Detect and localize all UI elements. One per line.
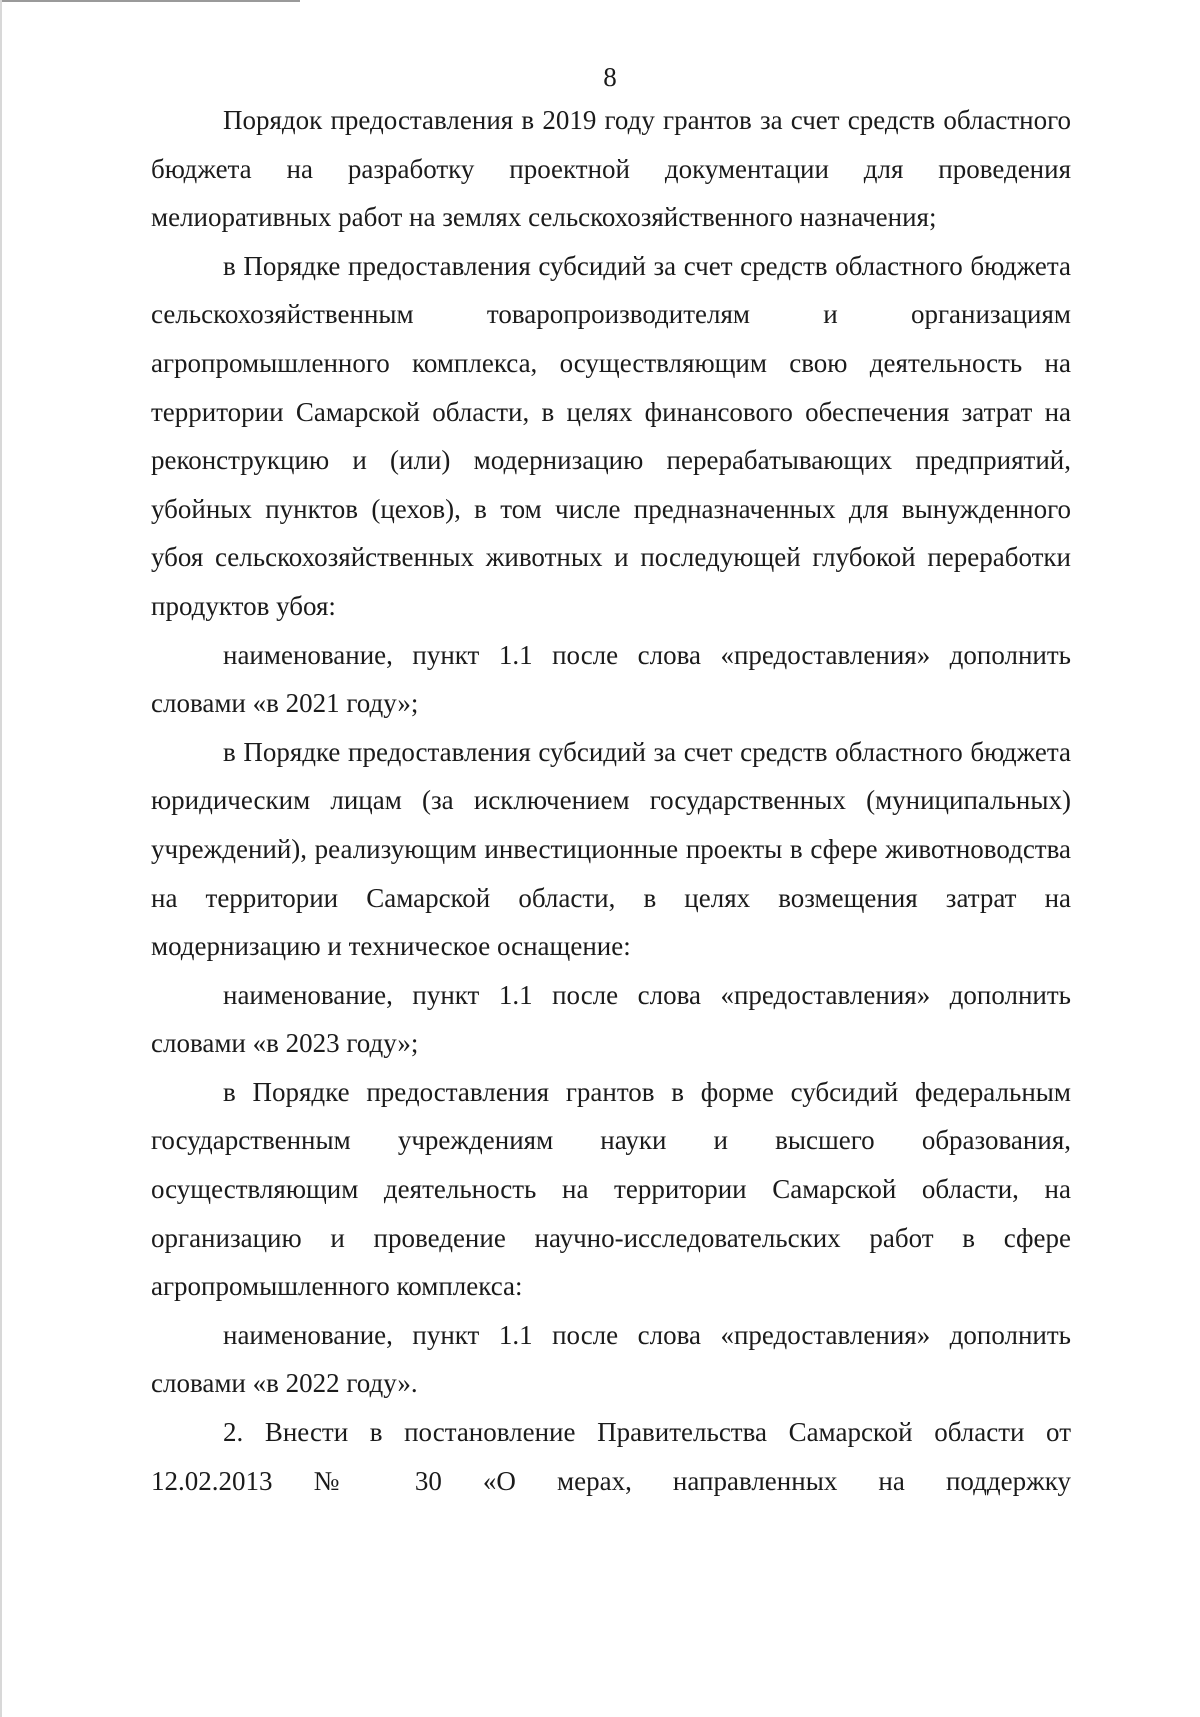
paragraph-subsidies-livestock: в Порядке предоставления субсидий за счет средств областного бюджета юридическим лицам (за исключением государственных (муниципальных) учреждений), реализующим инвестиционные проекты в сфере животноводства на территории Самарской области, в целях возмещения затрат на модернизацию и техническое оснащение: xyxy=(151,736,1071,962)
paragraph-subsidies-processing: в Порядке предоставления субсидий за счет средств областного бюджета сельскохозяйственным товаропроизводителям и организациям агропромышленного комплекса, осуществляющим свою деятельность на территории Самарской области, в целях финансового обеспечения затрат на реконструкцию и (или) модернизацию перерабатывающих предприятий, убойных пунктов (цехов), в том числе предназначенных для вынужденного убоя сельскохозяйственных животных и последующей глубокой переработки продуктов убоя: xyxy=(151,250,1071,621)
paragraph-amend-2021: наименование, пункт 1.1 после слова «предоставления» дополнить словами «в 2021 году»; xyxy=(151,639,1071,719)
document-body xyxy=(151,96,1071,1505)
paragraph-grants-science: в Порядке предоставления грантов в форме субсидий федеральным государственным учреждениям науки и высшего образования, осуществляющим деятельность на территории Самарской области, на организацию и проведение научно-исследовательских работ в сфере агропромышленного комплекса: xyxy=(151,1076,1071,1302)
page-number: 8 xyxy=(603,62,617,92)
scan-edge-left xyxy=(0,0,2,1717)
paragraph-item-2: 2. Внести в постановление Правительства Самарской области от 12.02.2013 № 30 «О мерах, направленных на поддержку xyxy=(151,1417,1071,1496)
paragraph-grants-2019: Порядок предоставления в 2019 году грантов за счет средств областного бюджета на разработку проектной документации для проведения мелиоративных работ на землях сельскохозяйственного назначения; xyxy=(151,105,1071,233)
paragraph-amend-2022: наименование, пункт 1.1 после слова «предоставления» дополнить словами «в 2022 году». xyxy=(151,1319,1071,1399)
scan-edge-top xyxy=(0,0,300,2)
paragraph-amend-2023: наименование, пункт 1.1 после слова «предоставления» дополнить словами «в 2023 году»; xyxy=(151,979,1071,1059)
